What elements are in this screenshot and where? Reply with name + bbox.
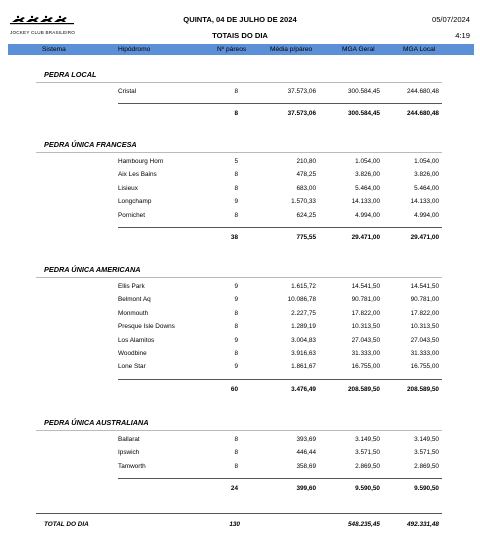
table-cell-avg: 624,25 — [296, 211, 316, 219]
subtotal-avg: 37.573,06 — [287, 110, 316, 118]
table-cell-mga-local: 10.313,50 — [410, 323, 439, 331]
table-cell-mga-local: 31.333,00 — [410, 350, 439, 357]
subtotal-mga-local: 9.590,50 — [414, 485, 439, 493]
subtotal-rule — [118, 379, 442, 380]
table-cell-track: Ipswich — [118, 449, 140, 457]
table-cell-mga-local: 3.826,00 — [414, 171, 439, 179]
section-title: PEDRA LOCAL — [44, 70, 97, 79]
table-cell-mga-local: 27.043,50 — [410, 336, 439, 344]
table-cell-mga-local: 2.869,50 — [414, 462, 439, 470]
table-cell-races: 8 — [234, 323, 238, 331]
col-header-hipodromo: Hipódromo — [118, 46, 151, 53]
table-cell-races: 8 — [234, 462, 238, 470]
table-cell-track: Monmouth — [118, 309, 149, 317]
section-title: PEDRA ÚNICA AMERICANA — [44, 265, 141, 274]
subtotal-mga-geral: 29.471,00 — [351, 234, 380, 241]
table-cell-mga-local: 14.541,50 — [410, 283, 439, 290]
table-cell-mga-geral: 14.133,00 — [351, 198, 380, 206]
subtotal-mga-local: 244.680,48 — [407, 110, 439, 118]
subtotal-races: 38 — [230, 234, 238, 241]
table-cell-track: Tamworth — [118, 462, 146, 470]
table-cell-mga-local: 244.680,48 — [407, 88, 439, 95]
table-cell-track: Lone Star — [118, 363, 146, 371]
subtotal-avg: 775,55 — [296, 234, 316, 241]
table-cell-avg: 1.861,67 — [291, 363, 316, 371]
table-cell-avg: 37.573,06 — [287, 88, 316, 95]
table-cell-avg: 3.004,83 — [291, 336, 316, 344]
table-cell-mga-geral: 27.043,50 — [351, 336, 380, 344]
table-cell-mga-geral: 10.313,50 — [351, 323, 380, 331]
table-cell-track: Belmont Aq — [118, 296, 151, 304]
table-cell-avg: 478,25 — [296, 171, 316, 179]
table-cell-mga-local: 1.054,00 — [414, 158, 439, 165]
col-header-paraeos: Nº páreos — [217, 46, 247, 53]
section-title: PEDRA ÚNICA AUSTRALIANA — [44, 418, 149, 427]
table-cell-mga-geral: 1.054,00 — [355, 158, 380, 165]
grand-total-mga-geral: 548.235,45 — [348, 521, 380, 528]
col-header-mga-geral: MGA Geral — [342, 46, 375, 53]
table-cell-races: 9 — [234, 296, 238, 304]
table-cell-mga-local: 5.464,00 — [414, 184, 439, 192]
section-divider — [36, 82, 442, 83]
table-cell-mga-local: 16.755,00 — [410, 363, 439, 371]
table-cell-track: Cristal — [118, 88, 137, 95]
table-cell-avg: 358,69 — [296, 462, 316, 470]
section-divider — [36, 430, 442, 431]
table-cell-races: 5 — [234, 158, 238, 165]
table-cell-races: 8 — [234, 436, 238, 443]
logo-caption: JOCKEY CLUB BRASILEIRO — [10, 30, 76, 35]
subtotal-races: 24 — [230, 485, 238, 493]
table-cell-mga-local: 90.781,00 — [410, 296, 439, 304]
subtotal-races: 60 — [230, 385, 238, 393]
table-cell-track: Aix Les Bains — [118, 171, 157, 179]
table-cell-mga-geral: 5.464,00 — [355, 184, 380, 192]
table-cell-races: 8 — [234, 171, 238, 179]
table-cell-mga-local: 4.994,00 — [414, 211, 439, 219]
table-cell-races: 9 — [234, 363, 238, 371]
table-cell-mga-geral: 16.755,00 — [351, 363, 380, 371]
subtotal-races: 8 — [234, 110, 238, 118]
table-cell-races: 9 — [234, 283, 238, 290]
table-cell-mga-geral: 3.826,00 — [355, 171, 380, 179]
print-time: 4:19 — [455, 31, 470, 40]
table-cell-races: 8 — [234, 211, 238, 219]
subtotal-rule — [118, 103, 442, 104]
table-cell-mga-geral: 300.584,45 — [348, 88, 380, 95]
col-header-media: Média p/páreo — [270, 46, 313, 53]
table-cell-avg: 2.227,75 — [291, 309, 316, 317]
table-cell-track: Los Alamitos — [118, 336, 155, 344]
table-cell-mga-geral: 4.994,00 — [355, 211, 380, 219]
table-cell-mga-geral: 3.149,50 — [355, 436, 380, 443]
table-cell-mga-local: 14.133,00 — [410, 198, 439, 206]
grand-total-rule — [36, 513, 442, 514]
subtotal-rule — [118, 478, 442, 479]
subtotal-mga-geral: 9.590,50 — [355, 485, 380, 493]
grand-total-mga-local: 492.331,48 — [407, 521, 439, 528]
table-cell-track: Hambourg Horn — [118, 158, 164, 165]
report-subtitle: TOTAIS DO DIA — [212, 31, 268, 40]
report-date-title: QUINTA, 04 DE JULHO DE 2024 — [183, 15, 297, 24]
table-cell-avg: 446,44 — [296, 449, 316, 457]
subtotal-avg: 3.476,49 — [291, 385, 316, 393]
table-cell-avg: 1.289,19 — [291, 323, 316, 331]
table-cell-avg: 683,00 — [296, 184, 316, 192]
table-cell-races: 8 — [234, 449, 238, 457]
section-title: PEDRA ÚNICA FRANCESA — [44, 140, 137, 149]
subtotal-avg: 399,60 — [296, 485, 316, 493]
section-divider — [36, 277, 442, 278]
grand-total-label: TOTAL DO DIA — [44, 521, 89, 528]
subtotal-mga-local: 208.589,50 — [407, 385, 439, 393]
table-cell-avg: 210,80 — [296, 158, 316, 165]
table-cell-races: 8 — [234, 184, 238, 192]
subtotal-mga-geral: 208.589,50 — [348, 385, 380, 393]
table-cell-track: Presque Isle Downs — [118, 323, 175, 331]
col-header-mga-local: MGA Local — [403, 46, 436, 53]
table-cell-avg: 1.570,33 — [291, 198, 316, 206]
table-cell-track: Lisieux — [118, 184, 138, 192]
table-cell-avg: 3.916,63 — [291, 350, 316, 357]
table-cell-mga-geral: 90.781,00 — [351, 296, 380, 304]
table-cell-track: Pornichet — [118, 211, 145, 219]
section-divider — [36, 152, 442, 153]
grand-total-races: 130 — [229, 521, 240, 528]
print-date: 05/07/2024 — [431, 15, 470, 24]
table-cell-races: 8 — [234, 309, 238, 317]
table-cell-mga-local: 3.571,50 — [414, 449, 439, 457]
table-cell-avg: 393,69 — [296, 436, 316, 443]
table-cell-track: Ballarat — [118, 436, 140, 443]
table-cell-races: 8 — [234, 88, 238, 95]
table-cell-mga-geral: 2.869,50 — [355, 462, 380, 470]
table-cell-avg: 10.086,78 — [287, 296, 316, 304]
subtotal-mga-local: 29.471,00 — [410, 234, 439, 241]
table-cell-track: Ellis Park — [118, 283, 145, 290]
subtotal-rule — [118, 227, 442, 228]
table-cell-mga-geral: 17.822,00 — [351, 309, 380, 317]
table-cell-races: 9 — [234, 336, 238, 344]
table-cell-mga-local: 17.822,00 — [410, 309, 439, 317]
table-cell-mga-geral: 31.333,00 — [351, 350, 380, 357]
table-cell-track: Woodbine — [118, 350, 147, 357]
table-cell-mga-local: 3.149,50 — [414, 436, 439, 443]
table-cell-mga-geral: 3.571,50 — [355, 449, 380, 457]
table-cell-track: Longchamp — [118, 198, 152, 206]
table-cell-races: 8 — [234, 350, 238, 357]
col-header-sistema: Sistema — [42, 46, 66, 53]
subtotal-mga-geral: 300.584,45 — [348, 110, 380, 118]
table-cell-races: 9 — [234, 198, 238, 206]
table-cell-mga-geral: 14.541,50 — [351, 283, 380, 290]
table-cell-avg: 1.615,72 — [291, 283, 316, 290]
